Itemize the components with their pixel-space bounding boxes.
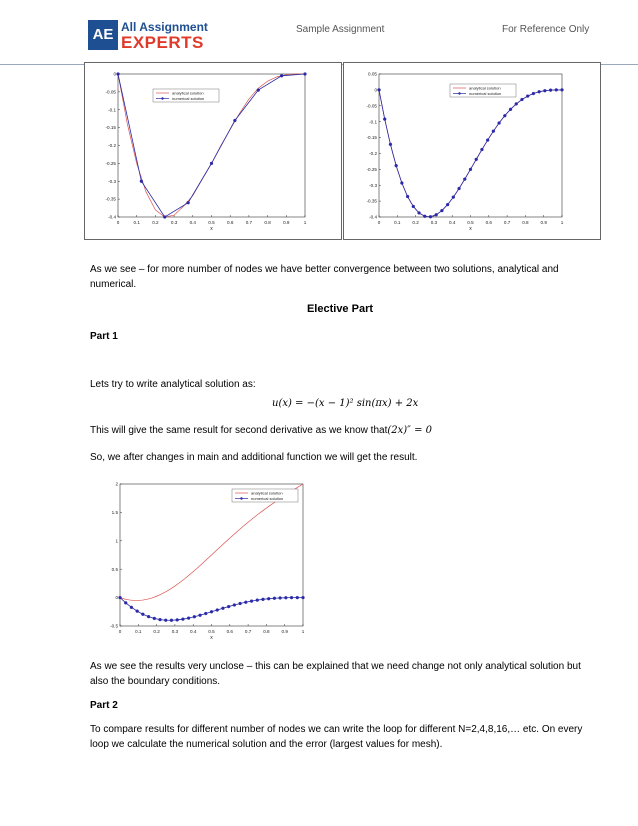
section-title: Elective Part xyxy=(306,303,374,315)
y-tick-label: -0.15 xyxy=(366,135,377,141)
numerical-marker xyxy=(193,615,196,618)
numerical-marker xyxy=(561,88,564,91)
numerical-marker xyxy=(440,209,443,212)
x-tick-label: 0.1 xyxy=(394,220,401,225)
x-tick-label: 0.4 xyxy=(449,220,456,225)
header-right-text: For Reference Only xyxy=(502,24,590,35)
figure-3-frame xyxy=(92,476,312,644)
figure-2-frame xyxy=(343,62,601,240)
numerical-marker xyxy=(296,596,299,599)
x-tick-label: 0.9 xyxy=(540,220,547,225)
numerical-marker xyxy=(204,612,207,615)
numerical-marker xyxy=(378,88,381,91)
numerical-marker xyxy=(159,618,162,621)
numerical-marker xyxy=(406,195,409,198)
legend-numerical-label: numerical solution xyxy=(251,496,284,501)
x-tick-label: 0.7 xyxy=(244,629,252,634)
x-tick-label: 0 xyxy=(377,220,381,225)
numerical-marker xyxy=(498,122,501,125)
x-tick-label: 0.2 xyxy=(152,220,159,225)
legend-analytical-label: analytical solution xyxy=(172,90,204,96)
numerical-marker xyxy=(279,596,282,599)
y-tick-label: -0.4 xyxy=(369,214,377,220)
numerical-marker xyxy=(216,609,219,612)
x-tick-label: 0.4 xyxy=(189,220,196,225)
numerical-marker xyxy=(210,610,213,613)
y-tick-label: -0.4 xyxy=(108,214,116,220)
y-tick-label: -0.3 xyxy=(108,178,116,184)
x-tick-label: 0.6 xyxy=(485,220,492,225)
x-tick-label: 0.2 xyxy=(153,629,160,634)
numerical-marker xyxy=(395,164,398,167)
numerical-marker xyxy=(280,74,283,77)
numerical-marker xyxy=(273,597,276,600)
numerical-marker xyxy=(267,597,270,600)
logo-mark: AE xyxy=(88,20,118,50)
x-tick-label: 0.3 xyxy=(170,220,178,225)
numerical-marker xyxy=(412,205,415,208)
numerical-marker xyxy=(469,168,472,171)
legend-numerical-marker xyxy=(161,97,163,99)
header-center-text: Sample Assignment xyxy=(296,24,385,35)
numerical-marker xyxy=(117,73,120,76)
x-tick-label: 0.5 xyxy=(208,220,215,225)
numerical-marker xyxy=(256,599,259,602)
y-tick-label: -0.5 xyxy=(110,623,118,629)
numerical-marker xyxy=(452,196,455,199)
paragraph-changes: So, we after changes in main and additional function we will get the result. xyxy=(90,452,418,463)
numerical-marker xyxy=(261,598,264,601)
logo-line1: All Assignment xyxy=(121,20,208,34)
numerical-marker xyxy=(176,618,179,621)
numerical-marker xyxy=(187,617,190,620)
paragraph-second-derivative xyxy=(90,423,590,438)
numerical-marker xyxy=(423,215,426,218)
numerical-marker xyxy=(233,603,236,606)
legend-numerical-marker xyxy=(458,92,460,94)
x-tick-label: 1 xyxy=(560,220,564,225)
numerical-marker xyxy=(480,148,483,151)
legend-numerical-marker xyxy=(240,497,242,499)
numerical-marker xyxy=(140,180,143,183)
numerical-marker xyxy=(543,89,546,92)
x-tick-label: 0.7 xyxy=(503,220,511,225)
numerical-marker xyxy=(383,118,386,121)
y-tick-label: -0.15 xyxy=(105,125,116,131)
page-header xyxy=(0,0,638,68)
company-logo xyxy=(88,20,208,56)
numerical-marker xyxy=(458,187,461,190)
legend-analytical-label: analytical solution xyxy=(469,85,501,91)
y-tick-label: 0 xyxy=(374,87,377,93)
x-tick-label: 0.8 xyxy=(263,629,270,634)
numerical-marker xyxy=(221,607,224,610)
y-tick-label: -0.1 xyxy=(108,107,116,113)
numerical-marker xyxy=(526,95,529,98)
second-derivative-text: This will give the same result for second derivative as we know that xyxy=(90,425,388,436)
part2-heading: Part 2 xyxy=(90,700,118,711)
numerical-marker xyxy=(509,108,512,111)
numerical-marker xyxy=(164,619,167,622)
y-tick-label: -0.2 xyxy=(108,143,116,149)
x-axis-label: x xyxy=(210,635,213,641)
numerical-marker xyxy=(389,143,392,146)
numerical-marker xyxy=(181,618,184,621)
x-tick-label: 0.1 xyxy=(135,629,142,634)
figure-1-frame xyxy=(84,62,342,240)
logo-line2: EXPERTS xyxy=(121,33,204,52)
paragraph-convergence: As we see – for more number of nodes we have better convergence between two solutions, analytical and numerical. xyxy=(90,264,559,290)
numerical-marker xyxy=(549,89,552,92)
numerical-marker xyxy=(141,613,144,616)
x-tick-label: 0.6 xyxy=(227,220,234,225)
numerical-marker xyxy=(290,596,293,599)
numerical-marker xyxy=(163,216,166,219)
y-tick-label: 0 xyxy=(113,71,116,77)
y-tick-label: 0.05 xyxy=(368,71,377,77)
numerical-marker xyxy=(257,89,260,92)
numerical-marker xyxy=(538,90,541,93)
x-axis-label: x xyxy=(210,226,213,232)
numerical-marker xyxy=(227,605,230,608)
legend-numerical-label: numerical solution xyxy=(172,96,205,101)
numerical-marker xyxy=(463,178,466,181)
numerical-marker xyxy=(239,602,242,605)
x-tick-label: 0 xyxy=(116,220,120,225)
chart-3 xyxy=(92,476,312,644)
numerical-marker xyxy=(446,203,449,206)
x-tick-label: 0.6 xyxy=(226,629,233,634)
x-tick-label: 1 xyxy=(301,629,305,634)
numerical-marker xyxy=(503,114,506,117)
y-tick-label: -0.05 xyxy=(105,89,116,95)
y-tick-label: -0.25 xyxy=(366,166,377,172)
x-tick-label: 0.3 xyxy=(430,220,438,225)
x-tick-label: 0.2 xyxy=(412,220,419,225)
numerical-marker xyxy=(435,213,438,216)
numerical-marker xyxy=(475,158,478,161)
y-tick-label: 0.5 xyxy=(111,566,118,572)
numerical-marker xyxy=(304,73,307,76)
chart-2 xyxy=(344,63,600,239)
x-tick-label: 0.9 xyxy=(283,220,290,225)
y-tick-label: -0.35 xyxy=(105,196,116,202)
paragraph-loop: To compare results for different number of nodes we can write the loop for different N=2,4,8,16,… etc. On every loop we calculate the numerical solution and the error (largest values for mesh). xyxy=(90,724,583,750)
numerical-marker xyxy=(302,596,305,599)
numerical-marker xyxy=(244,601,247,604)
y-tick-label: -0.05 xyxy=(366,103,377,109)
y-tick-label: -0.1 xyxy=(369,119,377,125)
y-tick-label: -0.2 xyxy=(369,151,377,157)
x-tick-label: 0.7 xyxy=(245,220,253,225)
x-tick-label: 0.8 xyxy=(264,220,271,225)
y-tick-label: 2 xyxy=(115,481,118,487)
numerical-marker xyxy=(492,130,495,133)
y-tick-label: -0.25 xyxy=(105,160,116,166)
numerical-marker xyxy=(486,139,489,142)
numerical-marker xyxy=(199,614,202,617)
numerical-marker xyxy=(210,162,213,165)
numerical-marker xyxy=(284,596,287,599)
numerical-marker xyxy=(124,601,127,604)
x-tick-label: 0.4 xyxy=(190,629,197,634)
x-tick-label: 0.5 xyxy=(208,629,215,634)
numerical-marker xyxy=(429,215,432,218)
numerical-marker xyxy=(520,98,523,101)
numerical-marker xyxy=(153,617,156,620)
numerical-marker xyxy=(136,610,139,613)
second-derivative-math: (2x)″ = 0 xyxy=(387,425,432,436)
numerical-marker xyxy=(187,201,190,204)
x-tick-label: 0.3 xyxy=(171,629,179,634)
equation-u: u(x) = −(x − 1)² sin(πx) + 2x xyxy=(272,398,419,409)
numerical-marker xyxy=(119,596,122,599)
paragraph-unclose: As we see the results very unclose – this can be explained that we need change not only analytical solution but also the boundary conditions. xyxy=(90,661,581,687)
numerical-marker xyxy=(233,119,236,122)
numerical-marker xyxy=(555,88,558,91)
paragraph-analytical-intro: Lets try to write analytical solution as: xyxy=(90,379,256,390)
numerical-marker xyxy=(130,606,133,609)
x-tick-label: 0.5 xyxy=(467,220,474,225)
x-tick-label: 0.8 xyxy=(522,220,529,225)
legend-numerical-label: numerical solution xyxy=(469,91,502,96)
part1-heading: Part 1 xyxy=(90,331,118,342)
numerical-marker xyxy=(400,181,403,184)
numerical-marker xyxy=(532,92,535,95)
y-tick-label: -0.35 xyxy=(366,198,377,204)
numerical-marker xyxy=(515,102,518,105)
y-tick-label: 1.5 xyxy=(111,510,118,515)
x-tick-label: 0.9 xyxy=(281,629,288,634)
numerical-marker xyxy=(170,619,173,622)
y-tick-label: 0 xyxy=(115,595,118,601)
y-tick-label: 1 xyxy=(115,538,118,544)
x-axis-label: x xyxy=(469,226,472,232)
x-tick-label: 1 xyxy=(303,220,307,225)
chart-1 xyxy=(85,63,341,239)
legend-analytical-label: analytical solution xyxy=(251,490,283,496)
numerical-marker xyxy=(250,600,253,603)
y-tick-label: -0.3 xyxy=(369,182,377,188)
x-tick-label: 0.1 xyxy=(133,220,140,225)
numerical-marker xyxy=(147,615,150,618)
numerical-marker xyxy=(418,211,421,214)
x-tick-label: 0 xyxy=(118,629,122,634)
